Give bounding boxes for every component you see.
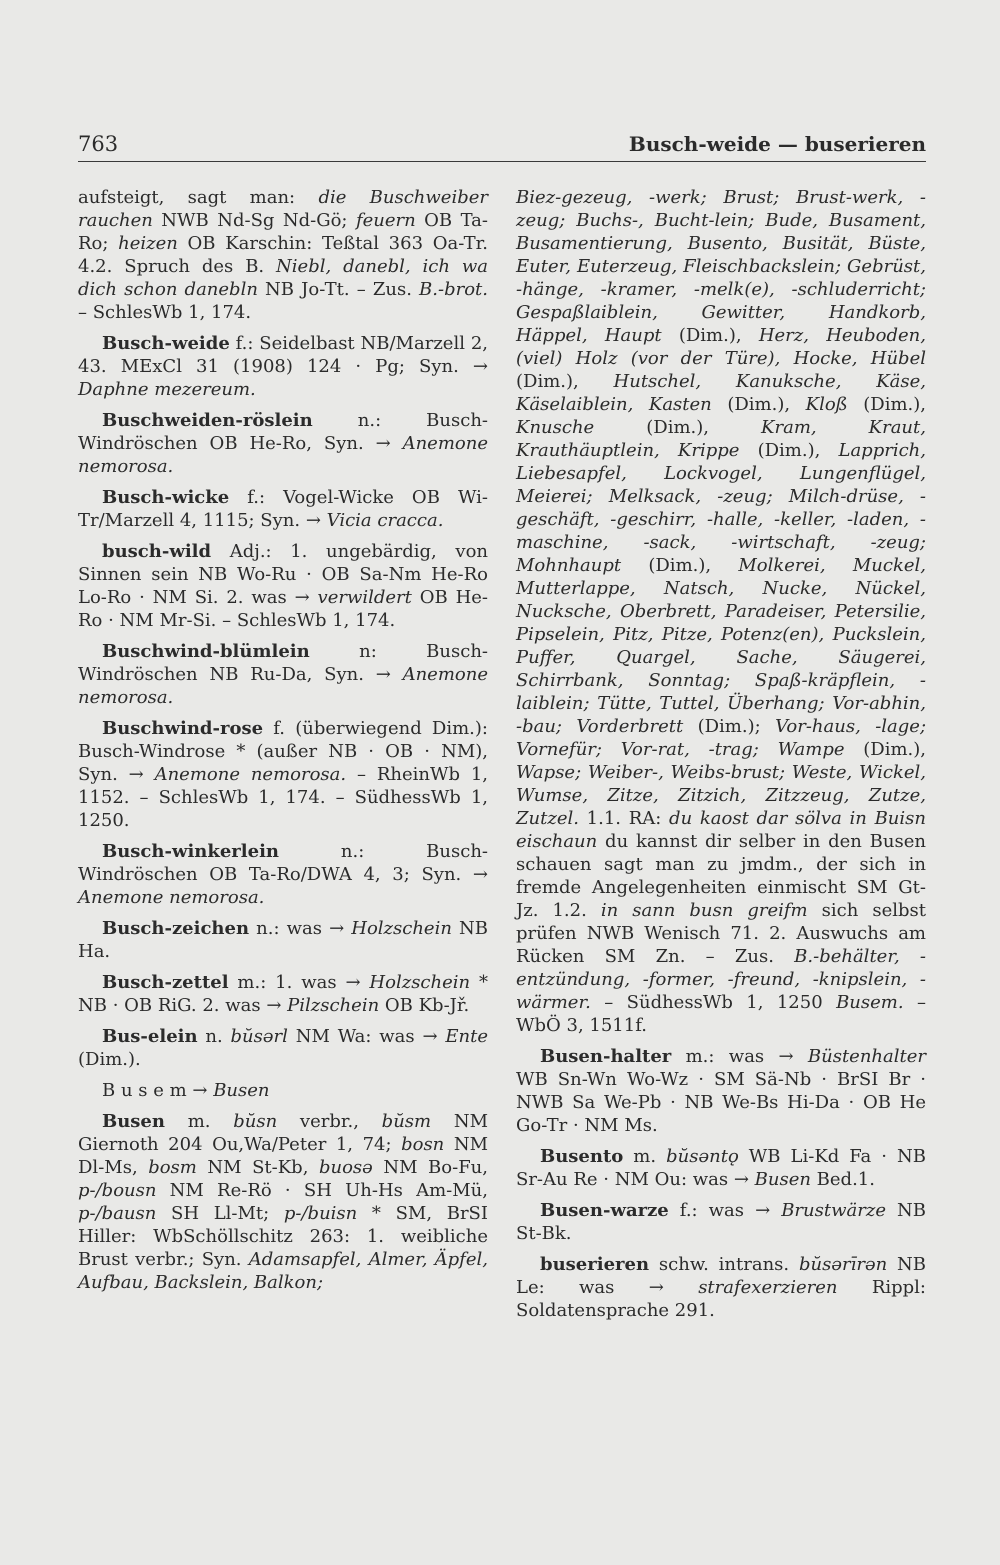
entry-buschwind-rose: Buschwind-rose f. (überwiegend Dim.): Busch-Windrose * (außer NB · OB · NM), Syn. → Anemone nemorosa. – RheinWb 1, 1152. – SchlesWb 1, 174. – SüdhessWb 1, 1250.	[78, 718, 489, 831]
right-column	[516, 186, 926, 1330]
entry-lemma: Busento	[540, 1146, 624, 1167]
entry-bus-elein: Bus-elein n. bŭsərl NM Wa: was → Ente (Dim.).	[78, 1026, 488, 1070]
entry-lemma: busch-wild	[102, 541, 212, 562]
entry-lemma: Busch-zettel	[102, 972, 229, 993]
entry-busen-continuation: Biez-gezeug, -werk; Brust; Brust-werk, -zeug; Buchs-, Bucht-lein; Bude, Busament, Busamentierung, Busento, Busität, Büste, Euter, Euterzeug, Fleischbackslein; Gebrüst, -hänge, -kramer, -melk(e), -schluderricht; Gespaßlaiblein, Gewitter, Handkorb, Häppel, Haupt (Dim.), Herz, Heuboden, (viel) Holz (vor der Türe), Hocke, Hübel (Dim.), Hutschel, Kanuksche, Käse, Käselaiblein, Kasten (Dim.), Kloß (Dim.), Knusche (Dim.), Kram, Kraut, Krauthäuptlein, Krippe (Dim.), Lapprich, Liebesapfel, Lockvogel, Lungenflügel, Meierei; Melksack, -zeug; Milch-drüse, -geschäft, -geschirr, -halle, -keller, -laden, -maschine, -sack, -wirtschaft, -zeug; Mohnhaupt (Dim.), Molkerei, Muckel, Mutterlappe, Natsch, Nucke, Nückel, Nucksche, Oberbrett, Paradeiser, Petersilie, Pipselein, Pitz, Pitze, Potenz(en), Puckslein, Puffer, Quargel, Sache, Säugerei, Schirrbank, Sonntag; Spaß-kräpflein, -laiblein; Tütte, Tuttel, Überhang; Vor-abhin, -bau; Vorderbrett (Dim.); Vor-haus, -lage; Vornefür; Vor-rat, -trag; Wampe (Dim.), Wapse; Weiber-, Weibs-brust; Weste, Wickel, Wumse, Zitze, Zitzich, Zitzzeug, Zutze, Zutzel. 1.1. RA: du kaost dar sölva in Buisn eischaun du kannst dir selber in den Busen schauen sagt man zu jmdm., der sich in fremde Angelegenheiten einmischt SM Gt-Jz. 1.2. in sann busn greifm sich selbst prüfen NWB Wenisch 71. 2. Auswuchs am Rücken SM Zn. – Zus. B.-behälter, -entzündung, -former, -freund, -knipslein, -wärmer. – SüdhessWb 1, 1250 Busem. – WbÖ 3, 1511f.	[516, 187, 927, 1036]
entry-busento: Busento m. bŭsəntǫ WB Li-Kd Fa · NB Sr-Au Re · NM Ou: was → Busen Bed.1.	[516, 1146, 927, 1190]
entry-busch-zettel: Busch-zettel m.: 1. was → Holzschein * NB · OB RiG. 2. was → Pilzschein OB Kb-Jř.	[78, 972, 488, 1016]
entry-buserieren: buserieren schw. intrans. bŭsərīrən NB Le: was → strafexerzieren Rippl: Soldatensprache 291.	[516, 1254, 927, 1321]
entry-lemma: buserieren	[540, 1254, 650, 1275]
entry-lemma: Busch-winkerlein	[102, 841, 279, 862]
entry-lemma: Busen	[102, 1111, 165, 1132]
entry-lemma: Buschwind-rose	[102, 718, 264, 739]
left-column	[78, 186, 488, 1302]
page-number: 763	[78, 132, 119, 156]
entry-busch-wicke: Busch-wicke f.: Vogel-Wicke OB Wi-Tr/Marzell 4, 1115; Syn. → Vicia cracca.	[78, 487, 488, 531]
entry-lemma: Buschwind-blümlein	[102, 641, 310, 662]
entry-continuation: aufsteigt, sagt man: die Buschweiber rauchen NWB Nd-Sg Nd-Gö; feuern OB Ta-Ro; heizen OB Karschin: Teßtal 363 Oa-Tr. 4.2. Spruch des B. Niebl, danebl, ich wa dich schon danebln NB Jo-Tt. – Zus. B.-brot. – SchlesWb 1, 174.	[78, 187, 488, 323]
entry-lemma: Busen-warze	[540, 1200, 669, 1221]
entry-busch-weide: Busch-weide f.: Seidelbast NB/Marzell 2, 43. MExCl 31 (1908) 124 · Pg; Syn. → Daphne mezereum.	[78, 333, 488, 400]
entry-buschweiden-roeslein: Buschweiden-röslein n.: Busch-Windröschen OB He-Ro, Syn. → Anemone nemorosa.	[78, 410, 488, 477]
entry-lemma: Busch-zeichen	[102, 918, 250, 939]
entry-busen: Busen m. bŭsn verbr., bŭsm NM Giernoth 204 Ou,Wa/Peter 1, 74; bosn NM Dl-Ms, bosm NM St-Kb, buosə NM Bo-Fu, p-/bousn NM Re-Rö · SH Uh-Hs Am-Mü, p-/bausn SH Ll-Mt; p-/buisn * SM, BrSI Hiller: WbSchöllschitz 263: 1. weibliche Brust verbr.; Syn. Adamsapfel, Almer, Äpfel, Aufbau, Backslein, Balkon;	[78, 1111, 489, 1293]
entry-busch-wild: busch-wild Adj.: 1. ungebärdig, von Sinnen sein NB Wo-Ru · OB Sa-Nm He-Ro Lo-Ro · NM Si. 2. was → verwildert OB He-Ro · NM Mr-Si. – SchlesWb 1, 174.	[78, 541, 488, 631]
entry-busem-crossref: B u s e m → Busen	[102, 1080, 270, 1101]
header-rule	[78, 161, 926, 162]
entry-busch-zeichen: Busch-zeichen n.: was → Holzschein NB Ha.	[78, 918, 488, 962]
entry-lemma: Busch-wicke	[102, 487, 230, 508]
entry-busch-winkerlein: Busch-winkerlein n.: Busch-Windröschen OB Ta-Ro/DWA 4, 3; Syn. → Anemone nemorosa.	[78, 841, 488, 908]
entry-busen-warze: Busen-warze f.: was → Brustwärze NB St-Bk.	[516, 1200, 927, 1244]
entry-lemma: Busen-halter	[540, 1046, 672, 1067]
entry-lemma: Buschweiden-röslein	[102, 410, 313, 431]
entry-busen-halter: Busen-halter m.: was → Büstenhalter WB Sn-Wn Wo-Wz · SM Sä-Nb · BrSI Br · NWB Sa We-Pb · NB We-Bs Hi-Da · OB He Go-Tr · NM Ms.	[516, 1046, 926, 1136]
entry-buschwind-bluemlein: Buschwind-blümlein n: Busch-Windröschen NB Ru-Da, Syn. → Anemone nemorosa.	[78, 641, 488, 708]
entry-lemma: Busch-weide	[102, 333, 230, 354]
page-header	[78, 128, 926, 162]
running-title: Busch-weide — buserieren	[628, 132, 926, 156]
entry-lemma: Bus-elein	[102, 1026, 198, 1047]
